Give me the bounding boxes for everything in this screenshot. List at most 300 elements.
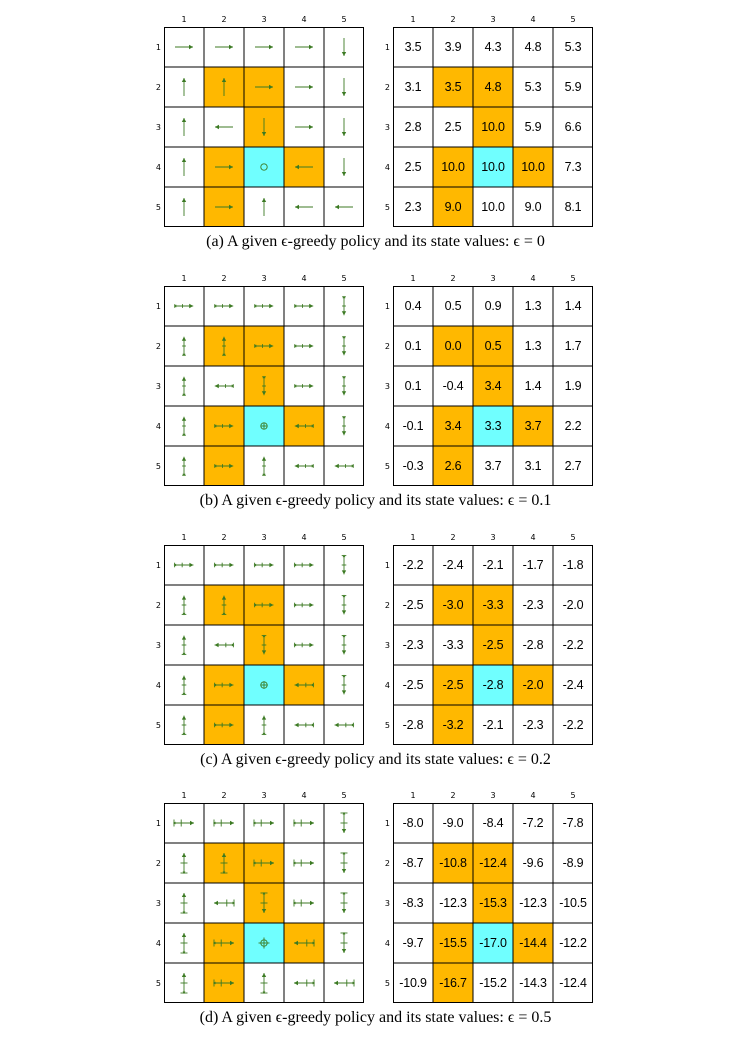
arrow-right-icon (244, 326, 284, 366)
grid-cell (513, 803, 553, 843)
column-label: 3 (261, 274, 267, 283)
arrow-right-icon (284, 883, 324, 923)
stay-icon (244, 665, 284, 705)
grid-cell (473, 286, 513, 326)
grid-cell (284, 67, 324, 107)
forbidden-cell (433, 406, 473, 446)
state-value: -2.3 (522, 718, 544, 732)
arrow-down-icon (324, 326, 364, 366)
stay-icon (244, 923, 284, 963)
grid-cell (324, 705, 364, 745)
grid-cell (553, 326, 593, 366)
column-label: 2 (221, 15, 227, 24)
forbidden-cell (244, 366, 284, 406)
row-label: 1 (384, 301, 390, 311)
target-cell (244, 147, 284, 187)
forbidden-cell (433, 923, 473, 963)
grid-cell (553, 27, 593, 67)
grid-cell (284, 107, 324, 147)
state-value: 2.7 (564, 459, 582, 473)
state-value: 3.7 (484, 459, 502, 473)
panel-caption: (d) A given ϵ-greedy policy and its state values: ϵ = 0.5 (199, 1009, 552, 1026)
state-value: 4.8 (484, 80, 502, 94)
row-label: 3 (384, 640, 390, 650)
row-label: 2 (384, 600, 390, 610)
grid-cell (553, 446, 593, 486)
arrow-down-icon (324, 665, 364, 705)
grid-cell (164, 27, 204, 67)
state-value: 2.5 (404, 160, 422, 174)
arrow-right-icon (284, 326, 324, 366)
grid-cell (284, 286, 324, 326)
forbidden-cell (473, 883, 513, 923)
row-label: 3 (384, 381, 390, 391)
state-value: -8.9 (562, 856, 584, 870)
state-value: -8.0 (402, 816, 424, 830)
state-value: 10.0 (481, 160, 505, 174)
arrow-up-icon (164, 147, 204, 187)
arrow-down-icon (324, 286, 364, 326)
state-value: -2.3 (402, 638, 424, 652)
forbidden-cell (204, 187, 244, 227)
arrow-down-icon (324, 625, 364, 665)
grid-cell (284, 446, 324, 486)
grid-cell (393, 406, 433, 446)
grid-cell (324, 625, 364, 665)
state-value: 5.9 (524, 120, 542, 134)
state-value: 10.0 (481, 200, 505, 214)
state-value: -2.0 (562, 598, 584, 612)
state-value: 3.5 (404, 40, 422, 54)
grid-cell (244, 187, 284, 227)
row-label: 5 (155, 720, 161, 730)
state-value: 3.4 (484, 379, 502, 393)
state-value: -7.8 (562, 816, 584, 830)
grid-cell (164, 286, 204, 326)
grid-cell (324, 67, 364, 107)
arrow-right-icon (284, 625, 324, 665)
grid-cell (324, 107, 364, 147)
grid-cell (393, 585, 433, 625)
state-value: -2.1 (482, 718, 504, 732)
policy-grid (155, 15, 364, 227)
state-value: -2.3 (522, 598, 544, 612)
state-value: 9.0 (524, 200, 542, 214)
grid-cell (393, 366, 433, 406)
row-label: 4 (384, 421, 390, 431)
row-label: 5 (155, 978, 161, 988)
row-label: 4 (155, 162, 161, 172)
state-value: 0.5 (444, 299, 462, 313)
forbidden-cell (244, 883, 284, 923)
forbidden-cell (513, 147, 553, 187)
state-value: -16.7 (439, 976, 467, 990)
arrow-up-icon (204, 843, 244, 883)
state-value: 1.7 (564, 339, 582, 353)
arrow-up-icon (244, 963, 284, 1003)
arrow-down-icon (324, 585, 364, 625)
column-label: 2 (221, 533, 227, 542)
column-label: 1 (181, 791, 187, 800)
state-value: 3.7 (524, 419, 542, 433)
arrow-right-icon (204, 286, 244, 326)
column-label: 3 (261, 15, 267, 24)
grid-cell (244, 286, 284, 326)
grid-cell (393, 545, 433, 585)
grid-cell (164, 366, 204, 406)
grid-cell (553, 406, 593, 446)
state-value: 10.0 (441, 160, 465, 174)
arrow-right-icon (204, 147, 244, 187)
forbidden-cell (244, 67, 284, 107)
grid-cell (164, 545, 204, 585)
grid-cell (164, 625, 204, 665)
arrow-right-icon (164, 545, 204, 585)
grid-cell (393, 843, 433, 883)
forbidden-cell (433, 446, 473, 486)
arrow-up-icon (244, 705, 284, 745)
state-value: 7.3 (564, 160, 582, 174)
grid-cell (284, 963, 324, 1003)
state-value: -10.8 (439, 856, 467, 870)
row-label: 3 (155, 898, 161, 908)
state-value: 8.1 (564, 200, 582, 214)
grid-cell (553, 803, 593, 843)
arrow-down-icon (324, 147, 364, 187)
grid-cell (553, 585, 593, 625)
target-cell (473, 665, 513, 705)
grid-cell (513, 625, 553, 665)
grid-cell (164, 187, 204, 227)
row-label: 2 (384, 82, 390, 92)
column-label: 4 (530, 791, 536, 800)
row-label: 2 (155, 341, 161, 351)
grid-cell (553, 286, 593, 326)
arrow-up-icon (164, 107, 204, 147)
arrow-right-icon (204, 705, 244, 745)
forbidden-cell (473, 843, 513, 883)
column-label: 2 (450, 15, 456, 24)
row-label: 1 (384, 42, 390, 52)
state-value: 10.0 (481, 120, 505, 134)
grid-cell (393, 326, 433, 366)
grid-cell (204, 625, 244, 665)
arrow-up-icon (244, 446, 284, 486)
state-value: -8.4 (482, 816, 504, 830)
panel-d (0, 776, 751, 1034)
grid-cell (553, 366, 593, 406)
grid-cell (204, 803, 244, 843)
arrow-right-icon (204, 406, 244, 446)
row-label: 5 (384, 461, 390, 471)
grid-cell (284, 585, 324, 625)
forbidden-cell (473, 625, 513, 665)
grid-cell (513, 963, 553, 1003)
arrow-right-icon (244, 27, 284, 67)
row-label: 1 (155, 560, 161, 570)
arrow-left-icon (204, 883, 244, 923)
arrow-up-icon (164, 923, 204, 963)
grid-cell (553, 883, 593, 923)
grid-cell (553, 545, 593, 585)
state-value: -8.7 (402, 856, 424, 870)
state-value: 3.1 (404, 80, 422, 94)
grid-cell (284, 625, 324, 665)
arrow-left-icon (284, 406, 324, 446)
state-value: -2.2 (562, 638, 584, 652)
row-label: 3 (155, 381, 161, 391)
state-value: 6.6 (564, 120, 582, 134)
grid-cell (553, 107, 593, 147)
grid-cell (393, 705, 433, 745)
grid-cell (324, 803, 364, 843)
grid-cell (204, 545, 244, 585)
arrow-right-icon (204, 803, 244, 843)
row-label: 4 (155, 938, 161, 948)
arrow-down-icon (324, 107, 364, 147)
arrow-right-icon (284, 545, 324, 585)
grid-cell (284, 545, 324, 585)
arrow-left-icon (284, 187, 324, 227)
state-value: -10.5 (559, 896, 587, 910)
grid-cell (244, 963, 284, 1003)
state-value: 2.6 (444, 459, 462, 473)
column-label: 4 (530, 274, 536, 283)
state-value: 2.3 (404, 200, 422, 214)
grid-cell (324, 665, 364, 705)
state-value: -12.4 (479, 856, 507, 870)
grid-cell (473, 705, 513, 745)
grid-cell (393, 923, 433, 963)
grid-cell (433, 286, 473, 326)
grid-cell (324, 585, 364, 625)
arrow-right-icon (284, 843, 324, 883)
target-cell (473, 406, 513, 446)
forbidden-cell (244, 843, 284, 883)
forbidden-cell (284, 665, 324, 705)
forbidden-cell (473, 366, 513, 406)
grid-cell (164, 585, 204, 625)
grid-cell (553, 843, 593, 883)
row-label: 5 (155, 202, 161, 212)
state-value-grid (384, 533, 593, 745)
arrow-left-icon (284, 665, 324, 705)
arrow-down-icon (244, 107, 284, 147)
arrow-right-icon (204, 545, 244, 585)
state-value: -9.6 (522, 856, 544, 870)
arrow-left-icon (204, 625, 244, 665)
arrow-left-icon (284, 963, 324, 1003)
row-label: 4 (155, 680, 161, 690)
arrow-up-icon (164, 366, 204, 406)
grid-cell (553, 67, 593, 107)
state-value: -10.9 (399, 976, 427, 990)
forbidden-cell (513, 665, 553, 705)
arrow-right-icon (244, 286, 284, 326)
arrow-down-icon (244, 366, 284, 406)
arrow-up-icon (164, 406, 204, 446)
arrow-right-icon (284, 67, 324, 107)
column-label: 2 (221, 274, 227, 283)
grid-cell (324, 446, 364, 486)
column-label: 4 (301, 274, 307, 283)
row-label: 2 (384, 858, 390, 868)
grid-cell (164, 406, 204, 446)
forbidden-cell (433, 585, 473, 625)
arrow-down-icon (324, 67, 364, 107)
column-label: 2 (450, 274, 456, 283)
row-label: 4 (384, 680, 390, 690)
state-value: -0.1 (402, 419, 424, 433)
arrow-down-icon (324, 803, 364, 843)
arrow-right-icon (284, 27, 324, 67)
grid-cell (553, 963, 593, 1003)
grid-cell (324, 963, 364, 1003)
forbidden-cell (244, 585, 284, 625)
arrow-left-icon (324, 963, 364, 1003)
policy-grid (155, 533, 364, 745)
arrow-down-icon (324, 406, 364, 446)
forbidden-cell (244, 107, 284, 147)
grid-cell (284, 27, 324, 67)
arrow-right-icon (204, 923, 244, 963)
grid-cell (473, 545, 513, 585)
grid-cell (393, 625, 433, 665)
arrow-left-icon (324, 446, 364, 486)
arrow-right-icon (204, 27, 244, 67)
column-label: 4 (530, 15, 536, 24)
column-label: 1 (181, 274, 187, 283)
arrow-up-icon (164, 625, 204, 665)
forbidden-cell (204, 963, 244, 1003)
forbidden-cell (204, 326, 244, 366)
arrow-left-icon (204, 107, 244, 147)
state-value: -14.3 (519, 976, 547, 990)
state-value: 2.8 (404, 120, 422, 134)
arrow-down-icon (324, 27, 364, 67)
grid-cell (284, 803, 324, 843)
grid-cell (324, 843, 364, 883)
panel-a (0, 0, 751, 258)
grid-cell (284, 883, 324, 923)
arrow-up-icon (164, 187, 204, 227)
grid-cell (473, 27, 513, 67)
column-label: 1 (410, 15, 416, 24)
forbidden-cell (433, 326, 473, 366)
state-value: -3.3 (482, 598, 504, 612)
arrow-down-icon (324, 366, 364, 406)
grid-cell (513, 27, 553, 67)
arrow-right-icon (244, 585, 284, 625)
state-value: -2.5 (402, 598, 424, 612)
state-value: -2.4 (442, 558, 464, 572)
state-value: -15.3 (479, 896, 507, 910)
grid-cell (553, 147, 593, 187)
column-label: 5 (341, 274, 347, 283)
column-label: 1 (410, 791, 416, 800)
column-label: 5 (570, 274, 576, 283)
state-value: 0.4 (404, 299, 422, 313)
grid-cell (393, 147, 433, 187)
arrow-down-icon (324, 883, 364, 923)
forbidden-cell (433, 147, 473, 187)
state-value: -2.5 (482, 638, 504, 652)
arrow-down-icon (324, 843, 364, 883)
arrow-left-icon (204, 366, 244, 406)
state-value: 1.3 (524, 299, 542, 313)
state-value: -8.3 (402, 896, 424, 910)
grid-cell (513, 107, 553, 147)
row-label: 2 (384, 341, 390, 351)
grid-cell (244, 545, 284, 585)
grid-cell (284, 326, 324, 366)
state-value: -17.0 (479, 936, 507, 950)
arrow-left-icon (284, 705, 324, 745)
arrow-left-icon (284, 923, 324, 963)
stay-icon (244, 147, 284, 187)
state-value: 3.3 (484, 419, 502, 433)
grid-cell (204, 883, 244, 923)
arrow-up-icon (164, 883, 204, 923)
forbidden-cell (433, 67, 473, 107)
arrow-right-icon (244, 545, 284, 585)
target-cell (473, 147, 513, 187)
arrow-right-icon (164, 286, 204, 326)
grid-cell (204, 366, 244, 406)
state-value: 0.1 (404, 379, 422, 393)
grid-cell (393, 107, 433, 147)
panel-caption: (c) A given ϵ-greedy policy and its state values: ϵ = 0.2 (200, 751, 551, 768)
arrow-up-icon (244, 187, 284, 227)
grid-cell (164, 326, 204, 366)
row-label: 3 (384, 122, 390, 132)
arrow-left-icon (324, 187, 364, 227)
state-value: -2.5 (442, 678, 464, 692)
arrow-left-icon (284, 446, 324, 486)
arrow-up-icon (164, 446, 204, 486)
state-value: -14.4 (519, 936, 547, 950)
column-label: 3 (490, 15, 496, 24)
grid-cell (244, 803, 284, 843)
grid-cell (244, 446, 284, 486)
arrow-up-icon (164, 67, 204, 107)
column-label: 5 (341, 791, 347, 800)
grid-cell (393, 286, 433, 326)
grid-cell (393, 803, 433, 843)
grid-cell (393, 187, 433, 227)
arrow-up-icon (204, 326, 244, 366)
grid-cell (513, 705, 553, 745)
column-label: 3 (261, 533, 267, 542)
grid-cell (433, 27, 473, 67)
state-value: -0.3 (402, 459, 424, 473)
row-label: 5 (384, 720, 390, 730)
state-value: -12.3 (519, 896, 547, 910)
grid-cell (164, 705, 204, 745)
grid-cell (473, 803, 513, 843)
row-label: 1 (155, 818, 161, 828)
arrow-up-icon (204, 585, 244, 625)
grid-cell (513, 286, 553, 326)
grid-cell (324, 545, 364, 585)
forbidden-cell (473, 585, 513, 625)
column-label: 5 (570, 533, 576, 542)
column-label: 3 (490, 274, 496, 283)
arrow-up-icon (164, 843, 204, 883)
grid-cell (324, 366, 364, 406)
column-label: 1 (181, 15, 187, 24)
state-value-grid (384, 274, 593, 486)
